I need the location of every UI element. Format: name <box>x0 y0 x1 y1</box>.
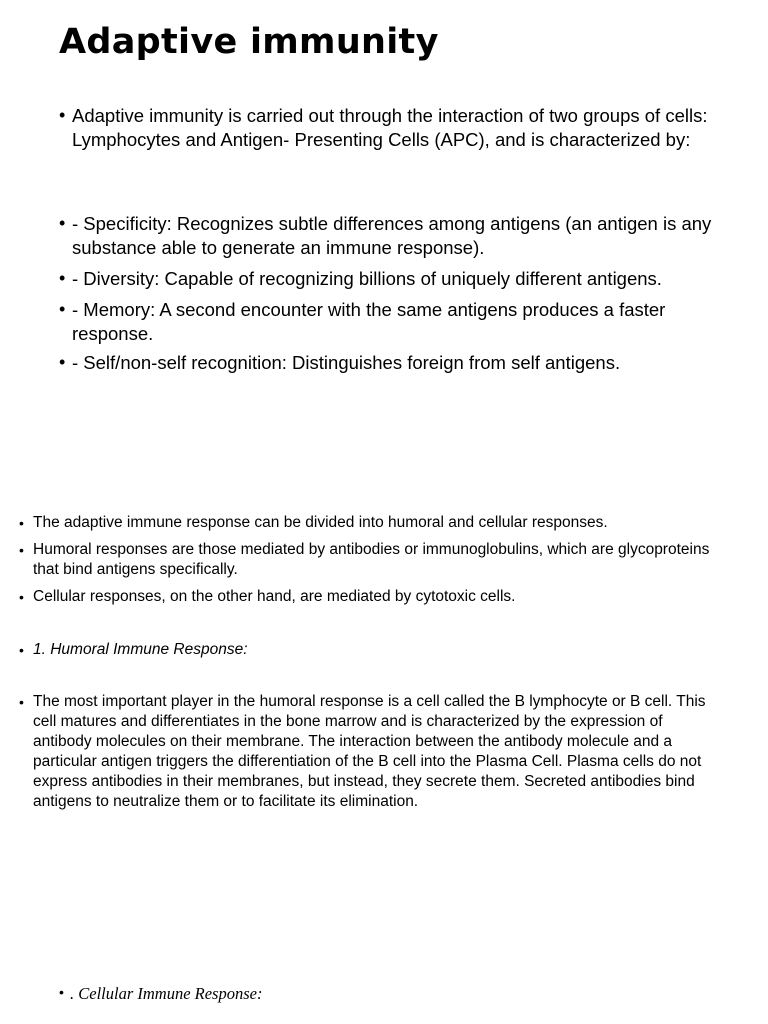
intro-bullet-text: - Diversity: Capable of recognizing billions of uniquely different antigens. <box>72 268 662 289</box>
humoral-paragraph-text: The most important player in the humoral response is a cell called the B lymphocyte or B cell. This cell matures and differentiates in the bone marrow and is characterized by the expression of antibody molecules on their membrane. The interaction between the antibody molecule and a particular antigen triggers the differentiation of the B cell into the Plasma Cell. Plasma cells do not express antibodies in their membranes, but instead, they secrete them. Secreted antibodies bind antigens to neutralize them or to facilitate its elimination. <box>33 693 706 810</box>
bullet-dot: • <box>59 268 66 288</box>
intro-bullet-text: - Specificity: Recognizes subtle differences among antigens (an antigen is any substance able to generate an immune response). <box>72 213 712 258</box>
cellular-heading <box>59 984 459 1004</box>
bullet-dot: • <box>59 105 66 125</box>
bullet-dot: • <box>19 694 24 710</box>
bullet-dot: • <box>59 984 64 1000</box>
response-bullet-text: Cellular responses, on the other hand, are mediated by cytotoxic cells. <box>33 588 516 605</box>
intro-bullet <box>59 267 719 291</box>
intro-bullet <box>59 351 719 375</box>
humoral-paragraph <box>19 692 719 812</box>
bullet-dot: • <box>19 515 24 531</box>
intro-bullet-text: - Self/non-self recognition: Distinguishes foreign from self antigens. <box>72 352 621 373</box>
bullet-dot: • <box>19 589 24 605</box>
bullet-dot: • <box>59 213 66 233</box>
humoral-heading <box>19 640 719 660</box>
intro-bullet <box>59 212 719 259</box>
intro-bullet-text: - Memory: A second encounter with the same antigens produces a faster response. <box>72 299 666 344</box>
response-bullet <box>19 540 719 580</box>
response-bullet <box>19 587 719 607</box>
intro-bullet <box>59 298 719 345</box>
humoral-heading-text: 1. Humoral Immune Response: <box>33 641 248 658</box>
response-bullet-text: Humoral responses are those mediated by antibodies or immunoglobulins, which are glycoproteins that bind antigens specifically. <box>33 541 710 578</box>
bullet-dot: • <box>59 299 66 319</box>
bullet-dot: • <box>59 352 66 372</box>
intro-bullet <box>59 104 719 151</box>
bullet-dot: • <box>19 542 24 558</box>
response-bullet <box>19 513 719 533</box>
intro-bullet-text: Adaptive immunity is carried out through the interaction of two groups of cells: Lymphocytes and Antigen- Presenting Cells (APC), and is characterized by: <box>72 105 708 150</box>
page-title: Adaptive immunity <box>59 22 439 62</box>
response-bullet-text: The adaptive immune response can be divided into humoral and cellular responses. <box>33 514 608 531</box>
cellular-heading-text: . Cellular Immune Response: <box>70 984 263 1003</box>
bullet-dot: • <box>19 642 24 658</box>
